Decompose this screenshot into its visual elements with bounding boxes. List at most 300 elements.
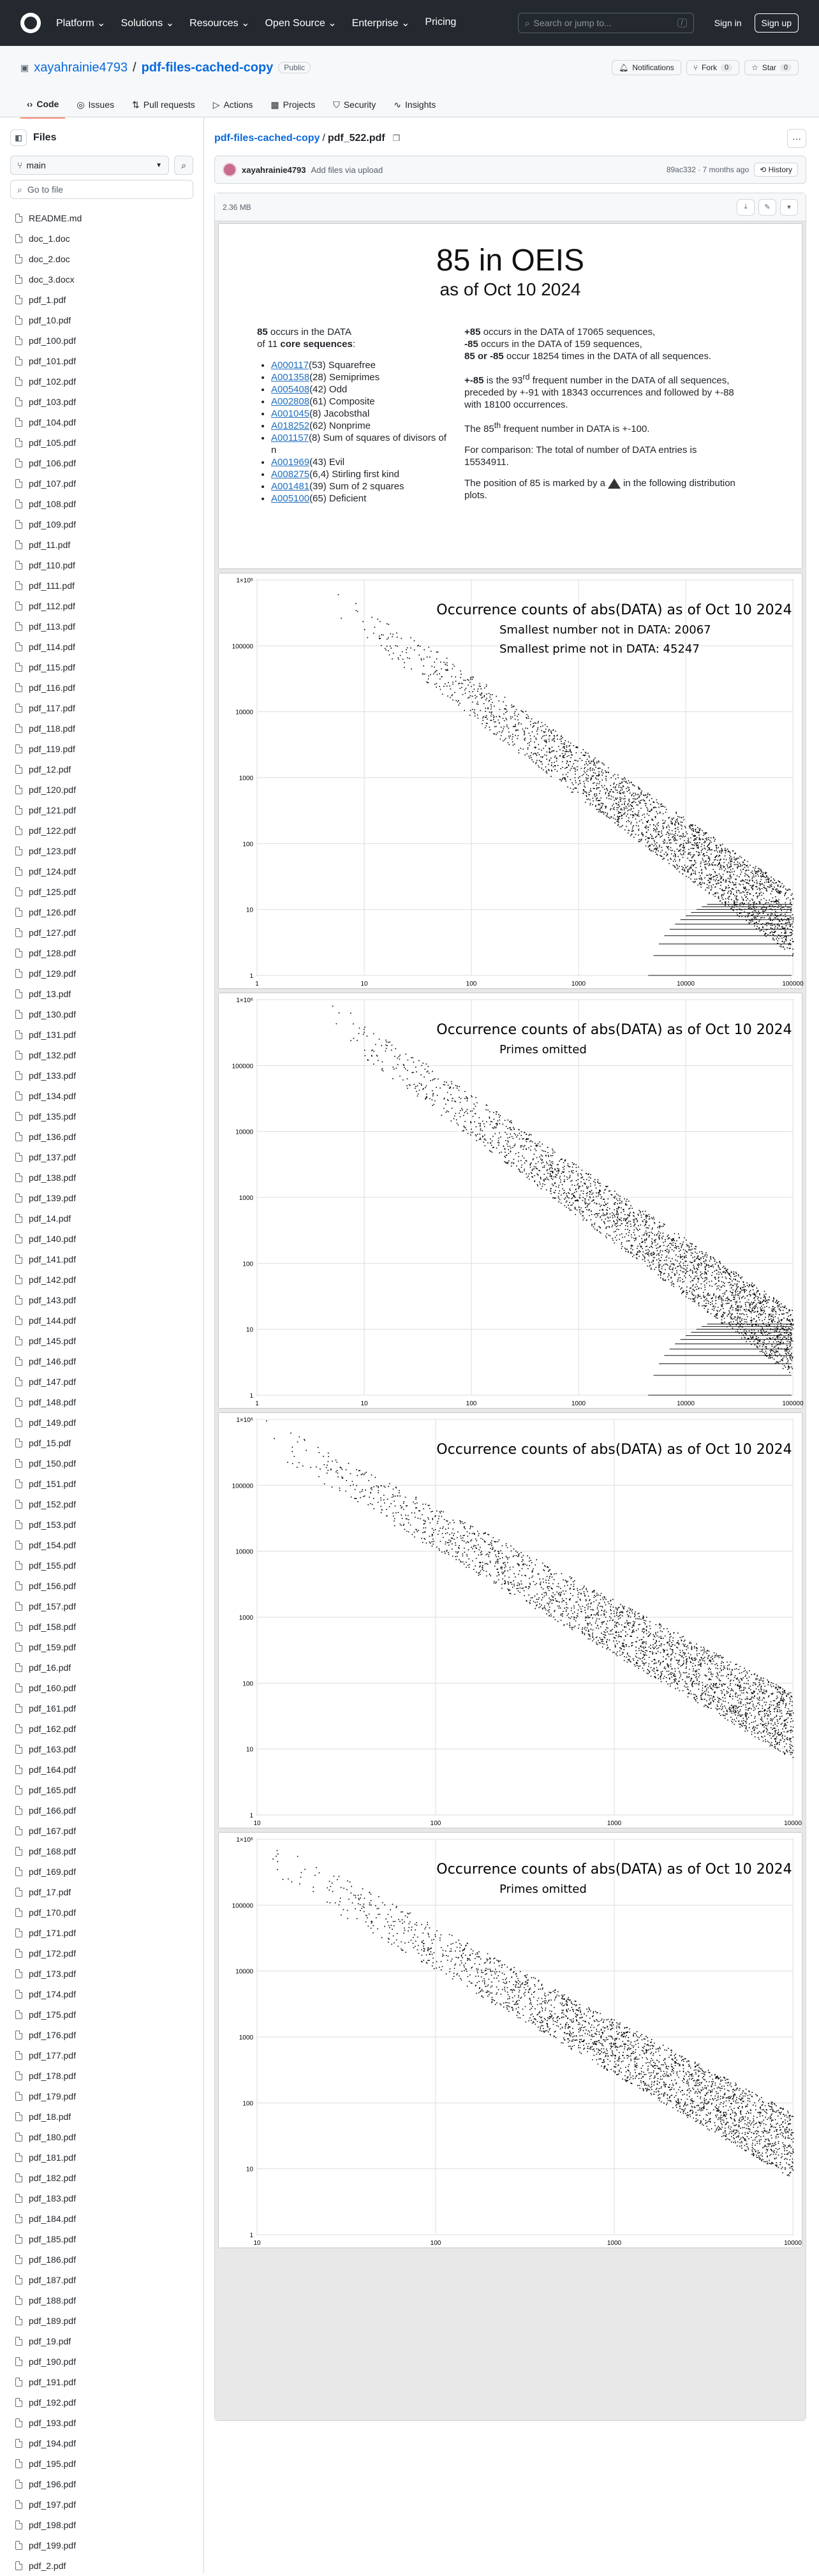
notifications-button[interactable]: 🔔︎ Notifications [612, 60, 681, 75]
file-tree-item[interactable]: pdf_120.pdf [10, 780, 193, 800]
sequence-link[interactable]: A008275 [271, 469, 309, 480]
file-tree-item[interactable]: pdf_164.pdf [10, 1759, 193, 1780]
data-point [783, 1356, 785, 1358]
tab-code[interactable]: ‹› Code [20, 91, 65, 119]
file-tree-item[interactable]: pdf_186.pdf [10, 2249, 193, 2270]
data-point [778, 1305, 779, 1307]
repo-name-link[interactable]: pdf-files-cached-copy [142, 61, 274, 75]
data-point [744, 1289, 746, 1291]
commit-meta[interactable]: 89ac332 · 7 months ago [667, 165, 749, 174]
more-options-button[interactable]: ··· [787, 129, 806, 148]
data-point [589, 804, 591, 806]
data-point [662, 859, 663, 860]
data-point [631, 834, 633, 835]
data-point [541, 730, 542, 732]
data-point [647, 796, 648, 797]
file-tree-item[interactable]: pdf_154.pdf [10, 1535, 193, 1555]
file-tree-item[interactable]: pdf_194.pdf [10, 2433, 193, 2454]
file-tree-item[interactable]: pdf_187.pdf [10, 2270, 193, 2290]
data-point [658, 831, 659, 833]
file-tree-item[interactable]: pdf_124.pdf [10, 861, 193, 882]
copy-path-icon[interactable]: ❐ [393, 133, 401, 144]
data-point [654, 829, 656, 831]
data-point [728, 898, 729, 899]
file-tree-item[interactable]: pdf_183.pdf [10, 2188, 193, 2209]
search-files-button[interactable] [174, 156, 193, 175]
data-point [580, 1213, 582, 1215]
file-tree-item[interactable]: pdf_166.pdf [10, 1800, 193, 1821]
data-point [661, 850, 663, 851]
data-point [600, 1183, 601, 1184]
file-tree-item[interactable]: pdf_135.pdf [10, 1106, 193, 1127]
history-button[interactable]: ⟲ History [754, 163, 798, 177]
data-point [680, 1261, 681, 1262]
data-point [702, 844, 703, 845]
data-point [732, 1328, 734, 1329]
data-point [663, 1225, 664, 1227]
data-point [723, 1308, 724, 1309]
data-point [782, 926, 783, 928]
data-point [570, 1175, 571, 1176]
data-point [499, 1120, 501, 1121]
file-tree-item[interactable]: pdf_174.pdf [10, 1984, 193, 2004]
data-point [680, 1289, 681, 1290]
data-point [769, 1356, 771, 1357]
file-tree-item[interactable]: pdf_122.pdf [10, 820, 193, 841]
file-tree-item[interactable]: pdf_180.pdf [10, 2127, 193, 2147]
data-point [694, 1290, 695, 1291]
breadcrumb-repo-link[interactable]: pdf-files-cached-copy [214, 133, 320, 144]
file-tree-item[interactable]: pdf_170.pdf [10, 1902, 193, 1923]
file-tree-item[interactable]: pdf_175.pdf [10, 2004, 193, 2025]
data-point [587, 759, 588, 760]
sequence-link[interactable]: A005408 [271, 384, 309, 395]
data-point [540, 757, 542, 758]
data-point [624, 810, 625, 811]
tab-security[interactable]: ⛉ Security [327, 91, 382, 119]
file-tree-item[interactable]: pdf_193.pdf [10, 2413, 193, 2433]
file-tree-item[interactable]: pdf_113.pdf [10, 616, 193, 637]
file-tree-item[interactable]: pdf_13.pdf [10, 984, 193, 1004]
sequence-link[interactable]: A001481 [271, 481, 309, 492]
data-point [572, 766, 573, 767]
file-tree-item[interactable]: pdf_130.pdf [10, 1004, 193, 1025]
data-point [694, 864, 695, 865]
data-point [549, 760, 550, 761]
file-tree-item[interactable]: pdf_163.pdf [10, 1739, 193, 1759]
data-point [476, 1136, 477, 1137]
sequence-link[interactable]: A001969 [271, 457, 309, 468]
file-tree-item[interactable]: pdf_17.pdf [10, 1882, 193, 1902]
file-tree-item[interactable]: pdf_138.pdf [10, 1167, 193, 1188]
file-tree-item[interactable]: pdf_165.pdf [10, 1780, 193, 1800]
file-tree-item[interactable]: pdf_151.pdf [10, 1474, 193, 1494]
file-tree-item[interactable]: pdf_144.pdf [10, 1310, 193, 1331]
data-point [781, 1325, 782, 1326]
star-button[interactable]: ☆ Star 0 [744, 60, 799, 75]
file-tree-item[interactable]: pdf_128.pdf [10, 943, 193, 963]
file-tree-item[interactable]: pdf_102.pdf [10, 371, 193, 392]
file-tree-item[interactable]: pdf_131.pdf [10, 1025, 193, 1045]
data-point [786, 1333, 787, 1334]
sequence-link[interactable]: A001358 [271, 372, 309, 383]
data-point [616, 784, 617, 785]
data-point [711, 1314, 712, 1315]
file-tree-item[interactable]: pdf_178.pdf [10, 2066, 193, 2086]
data-point [624, 1236, 626, 1238]
search-input[interactable] [518, 13, 694, 33]
data-point [707, 1295, 708, 1296]
data-point [573, 764, 574, 765]
file-icon [15, 418, 22, 427]
data-point [584, 768, 585, 769]
file-icon [15, 1622, 22, 1631]
data-point [745, 916, 746, 917]
data-point [774, 940, 775, 941]
file-tree-item[interactable]: pdf_107.pdf [10, 473, 193, 494]
file-icon [15, 2337, 22, 2346]
file-tree-item[interactable]: README.md [10, 208, 193, 228]
data-point [568, 1197, 570, 1199]
file-tree-item[interactable]: pdf_18.pdf [10, 2106, 193, 2127]
file-tree-item[interactable]: pdf_137.pdf [10, 1147, 193, 1167]
file-tree-item[interactable]: pdf_114.pdf [10, 637, 193, 657]
data-point [633, 1215, 634, 1217]
file-tree-item[interactable]: pdf_179.pdf [10, 2086, 193, 2106]
file-tree-item[interactable]: pdf_153.pdf [10, 1514, 193, 1535]
data-point [550, 1173, 551, 1174]
data-point [677, 1279, 679, 1280]
file-tree-item[interactable]: pdf_171.pdf [10, 1923, 193, 1943]
data-point [738, 1286, 739, 1287]
github-logo-icon[interactable] [20, 13, 41, 33]
data-point [697, 842, 698, 843]
file-tree-item[interactable]: pdf_105.pdf [10, 433, 193, 453]
data-point [594, 1224, 595, 1225]
sequence-link[interactable]: A001045 [271, 408, 309, 419]
data-point [791, 1366, 792, 1368]
data-point [378, 1060, 379, 1062]
data-point [576, 746, 577, 748]
file-tree-item[interactable]: pdf_162.pdf [10, 1719, 193, 1739]
data-point [715, 845, 716, 847]
file-tree-item[interactable]: pdf_117.pdf [10, 698, 193, 718]
data-point [450, 1094, 452, 1095]
sign-up-button[interactable]: Sign up [755, 13, 799, 33]
data-point [720, 878, 721, 880]
data-point [635, 802, 637, 803]
data-point [736, 899, 737, 901]
data-point [637, 822, 638, 824]
file-tree-item[interactable]: pdf_158.pdf [10, 1617, 193, 1637]
file-tree-item[interactable]: doc_3.docx [10, 269, 193, 290]
data-point [480, 688, 482, 690]
data-point [720, 864, 721, 866]
file-tree-item[interactable]: pdf_100.pdf [10, 330, 193, 351]
data-point [480, 1126, 481, 1127]
data-point [621, 788, 623, 789]
file-tree-item[interactable]: pdf_195.pdf [10, 2454, 193, 2474]
more-icon[interactable]: ▾ [780, 199, 798, 216]
file-tree-item[interactable]: pdf_140.pdf [10, 1229, 193, 1249]
nav-platform[interactable]: Platform ⌄ [56, 17, 105, 29]
data-point [436, 686, 437, 688]
data-point [470, 679, 471, 680]
file-tree-item[interactable]: pdf_12.pdf [10, 759, 193, 780]
data-point [594, 763, 595, 764]
data-point [624, 804, 625, 805]
data-point [530, 736, 531, 737]
data-point [476, 1102, 478, 1104]
file-tree-item[interactable]: pdf_181.pdf [10, 2147, 193, 2168]
data-point [761, 879, 762, 880]
data-point [731, 1292, 732, 1293]
file-tree-item[interactable]: pdf_167.pdf [10, 1821, 193, 1841]
file-tree-item[interactable]: pdf_116.pdf [10, 677, 193, 698]
nav-open-source[interactable]: Open Source ⌄ [265, 17, 336, 29]
data-point [506, 1144, 508, 1145]
data-point [782, 1338, 783, 1339]
sequence-link[interactable]: A000117 [271, 360, 309, 371]
data-point [621, 1212, 622, 1213]
sequence-link[interactable]: A018252 [271, 420, 309, 431]
file-tree-item[interactable]: pdf_106.pdf [10, 453, 193, 473]
file-tree-item[interactable]: pdf_11.pdf [10, 535, 193, 555]
file-tree-item[interactable]: pdf_139.pdf [10, 1188, 193, 1208]
file-icon [15, 1296, 22, 1305]
tab-actions[interactable]: ▷ Actions [207, 91, 260, 119]
data-point [693, 831, 694, 832]
file-tree-item[interactable]: pdf_16.pdf [10, 1657, 193, 1678]
file-tree-item[interactable]: pdf_189.pdf [10, 2311, 193, 2331]
data-point [760, 901, 761, 903]
file-tree-item[interactable]: pdf_152.pdf [10, 1494, 193, 1514]
data-point [628, 817, 630, 818]
data-point [661, 836, 662, 837]
data-point [727, 1303, 728, 1304]
data-point [714, 871, 716, 872]
file-tree-item[interactable]: pdf_119.pdf [10, 739, 193, 759]
repo-owner-link[interactable]: xayahrainie4793 [34, 61, 128, 75]
file-tree-item[interactable]: pdf_172.pdf [10, 1943, 193, 1964]
file-tree-item[interactable]: pdf_184.pdf [10, 2209, 193, 2229]
file-tree-item[interactable]: pdf_14.pdf [10, 1208, 193, 1229]
go-to-file-input[interactable]: ⌕ Go to file [10, 180, 193, 199]
fork-button[interactable]: ⑂ Fork 0 [686, 60, 739, 75]
data-point [782, 1307, 783, 1308]
data-point [425, 1087, 426, 1088]
data-point [702, 1251, 703, 1252]
file-tree-item[interactable]: pdf_126.pdf [10, 902, 193, 922]
file-tree-item[interactable]: pdf_160.pdf [10, 1678, 193, 1698]
data-point [432, 1071, 433, 1072]
file-icon [15, 2010, 22, 2019]
file-tree-item[interactable]: pdf_118.pdf [10, 718, 193, 739]
file-tree-item[interactable]: pdf_132.pdf [10, 1045, 193, 1065]
data-point [554, 762, 555, 763]
data-point [630, 1212, 631, 1213]
data-point [749, 1305, 751, 1307]
data-point [667, 843, 668, 844]
file-tree-item[interactable]: pdf_2.pdf [10, 2556, 193, 2576]
nav-enterprise[interactable]: Enterprise ⌄ [352, 17, 410, 29]
file-icon [15, 234, 22, 243]
file-tree-item[interactable]: pdf_197.pdf [10, 2494, 193, 2515]
data-point [717, 860, 718, 861]
data-point [756, 880, 757, 881]
file-tree-item[interactable]: pdf_159.pdf [10, 1637, 193, 1657]
tab-insights[interactable]: ∿ Insights [387, 91, 442, 119]
data-point [646, 828, 647, 829]
file-tree-item[interactable]: pdf_125.pdf [10, 882, 193, 902]
file-tree-item[interactable]: pdf_10.pdf [10, 310, 193, 330]
tab-issues[interactable]: ◎ Issues [70, 91, 121, 119]
data-point [631, 782, 632, 783]
data-point [601, 1210, 603, 1211]
file-tree-item[interactable]: pdf_111.pdf [10, 575, 193, 596]
file-tree-item[interactable]: pdf_15.pdf [10, 1433, 193, 1453]
file-tree-item[interactable]: pdf_121.pdf [10, 800, 193, 820]
data-point [706, 1257, 707, 1258]
pull-request-icon: ⇅ [132, 100, 140, 110]
data-point [688, 852, 690, 854]
data-point [715, 1307, 716, 1308]
file-tree-item[interactable]: pdf_104.pdf [10, 412, 193, 433]
file-tree-item[interactable]: pdf_19.pdf [10, 2331, 193, 2351]
collapse-sidebar-icon[interactable]: ◧ [10, 130, 27, 146]
file-tree-item[interactable]: pdf_108.pdf [10, 494, 193, 514]
file-tree-item[interactable]: pdf_199.pdf [10, 2535, 193, 2556]
avatar[interactable] [223, 163, 237, 177]
data-point [516, 709, 517, 711]
file-tree-item[interactable]: pdf_173.pdf [10, 1964, 193, 1984]
file-tree-item[interactable]: pdf_142.pdf [10, 1269, 193, 1290]
download-icon[interactable]: ⤓ [737, 199, 755, 216]
file-tree-item[interactable]: pdf_112.pdf [10, 596, 193, 616]
data-point [709, 858, 710, 859]
data-point [661, 1268, 663, 1269]
commit-message[interactable]: Add files via upload [311, 165, 383, 175]
data-point [624, 829, 626, 831]
file-tree-item[interactable]: pdf_110.pdf [10, 555, 193, 575]
data-point [695, 874, 697, 875]
file-tree-item[interactable]: pdf_156.pdf [10, 1576, 193, 1596]
file-tree-item[interactable]: pdf_192.pdf [10, 2392, 193, 2413]
data-point [563, 778, 564, 779]
data-point [510, 1122, 512, 1123]
file-tree-item[interactable]: pdf_109.pdf [10, 514, 193, 535]
file-tree-item[interactable]: pdf_149.pdf [10, 1412, 193, 1433]
file-tree-item[interactable]: pdf_129.pdf [10, 963, 193, 984]
sequence-link[interactable]: A002808 [271, 396, 309, 407]
file-tree-item[interactable]: pdf_176.pdf [10, 2025, 193, 2045]
data-point [552, 1150, 554, 1151]
file-tree-item[interactable]: pdf_169.pdf [10, 1862, 193, 1882]
file-tree-item[interactable]: pdf_198.pdf [10, 2515, 193, 2535]
file-tree-item[interactable]: pdf_168.pdf [10, 1841, 193, 1862]
file-tree-item[interactable]: pdf_145.pdf [10, 1331, 193, 1351]
data-point [696, 844, 697, 845]
data-point [632, 827, 633, 828]
data-point [704, 848, 705, 849]
data-point [728, 850, 729, 852]
edit-icon[interactable]: ✎ [758, 199, 776, 216]
file-tree-item[interactable]: pdf_148.pdf [10, 1392, 193, 1412]
data-point [677, 818, 678, 820]
data-point [724, 893, 725, 894]
file-tree-item[interactable]: pdf_136.pdf [10, 1127, 193, 1147]
file-tree-item[interactable]: pdf_123.pdf [10, 841, 193, 861]
file-tree-item[interactable]: doc_2.doc [10, 249, 193, 269]
data-point [496, 716, 497, 718]
data-point [392, 658, 393, 660]
file-tree-item[interactable]: pdf_188.pdf [10, 2290, 193, 2311]
file-tree-item[interactable]: pdf_191.pdf [10, 2372, 193, 2392]
file-tree-item[interactable]: pdf_147.pdf [10, 1372, 193, 1392]
file-tree-item[interactable]: pdf_196.pdf [10, 2474, 193, 2494]
sequence-link[interactable]: A005100 [271, 493, 309, 504]
file-tree-item[interactable]: doc_1.doc [10, 228, 193, 249]
file-tree-item[interactable]: pdf_141.pdf [10, 1249, 193, 1269]
tab-projects[interactable]: ▦ Projects [264, 91, 321, 119]
data-point [538, 749, 540, 750]
file-tree-item[interactable]: pdf_182.pdf [10, 2168, 193, 2188]
file-tree-item[interactable]: pdf_133.pdf [10, 1065, 193, 1086]
data-point [625, 1204, 626, 1206]
file-tree-item[interactable]: pdf_127.pdf [10, 922, 193, 943]
data-point [548, 769, 549, 771]
file-tree-item[interactable]: pdf_143.pdf [10, 1290, 193, 1310]
file-tree-item[interactable]: pdf_1.pdf [10, 290, 193, 310]
sequence-link[interactable]: A001157 [271, 433, 309, 443]
data-point [784, 942, 785, 944]
commit-author[interactable]: xayahrainie4793 [242, 165, 306, 175]
data-point [663, 813, 664, 815]
data-point [641, 790, 642, 792]
nav-solutions[interactable]: Solutions ⌄ [121, 17, 174, 29]
file-tree-item[interactable]: pdf_177.pdf [10, 2045, 193, 2066]
nav-resources[interactable]: Resources ⌄ [189, 17, 249, 29]
file-tree-item[interactable]: pdf_146.pdf [10, 1351, 193, 1372]
pdf-pages[interactable] [215, 221, 806, 2420]
data-point [618, 804, 619, 805]
data-point [769, 918, 770, 919]
data-point [477, 691, 478, 692]
file-tree-item[interactable]: pdf_161.pdf [10, 1698, 193, 1719]
file-tree-item[interactable]: pdf_134.pdf [10, 1086, 193, 1106]
file-tree-item[interactable]: pdf_185.pdf [10, 2229, 193, 2249]
file-tree-item[interactable]: pdf_190.pdf [10, 2351, 193, 2372]
branch-select[interactable]: ⑂ main ▼ [10, 156, 169, 175]
nav-pricing[interactable]: Pricing [425, 17, 456, 29]
data-point [617, 797, 619, 799]
data-point [751, 872, 752, 873]
file-tree-item[interactable]: pdf_155.pdf [10, 1555, 193, 1576]
data-point [660, 855, 661, 856]
data-point [715, 1300, 716, 1301]
tab-pull-requests[interactable]: ⇅ Pull requests [126, 91, 202, 119]
file-tree-item[interactable]: pdf_115.pdf [10, 657, 193, 677]
data-point [477, 702, 478, 703]
file-tree-item[interactable]: pdf_150.pdf [10, 1453, 193, 1474]
data-point [518, 750, 519, 751]
file-tree-item[interactable]: pdf_101.pdf [10, 351, 193, 371]
sign-in-link[interactable]: Sign in [714, 18, 742, 28]
file-tree-item[interactable]: pdf_103.pdf [10, 392, 193, 412]
data-point [651, 850, 652, 852]
file-tree-item[interactable]: pdf_157.pdf [10, 1596, 193, 1617]
data-point [531, 741, 532, 742]
